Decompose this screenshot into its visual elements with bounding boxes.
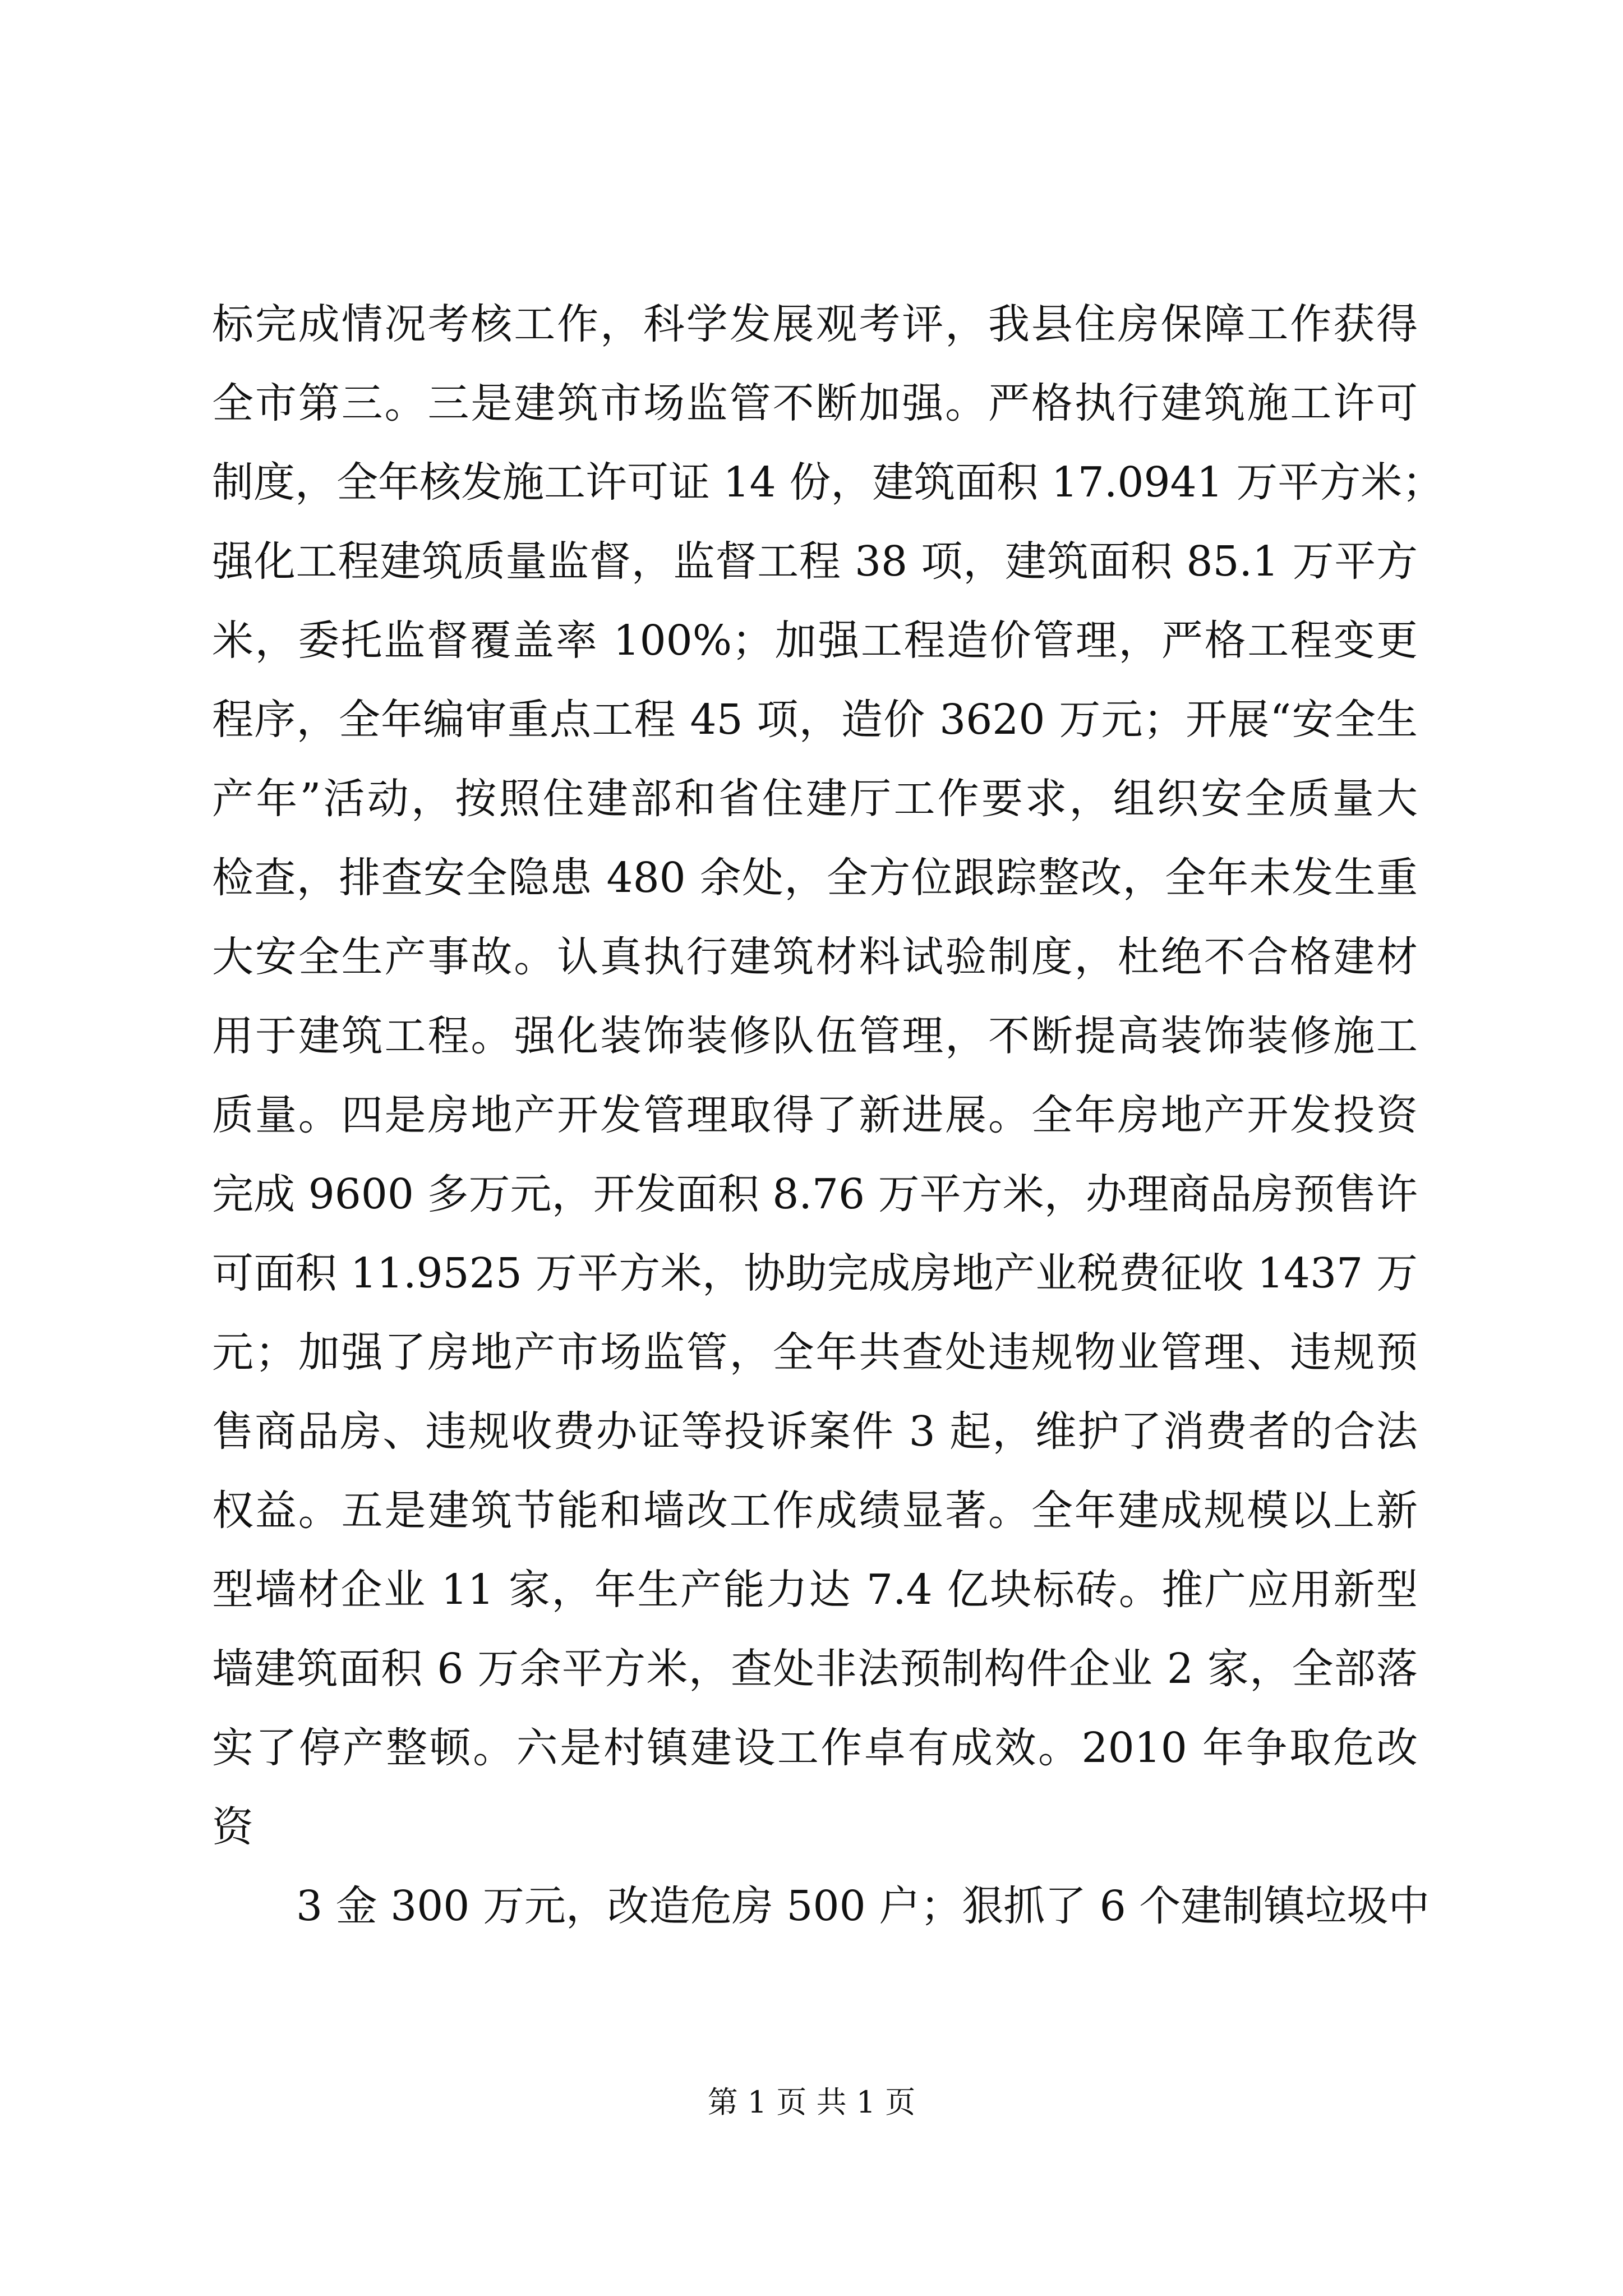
text-line: 米，委托监督覆盖率 100%；加强工程造价管理，严格工程变更 (212, 616, 1418, 665)
text-line: 质量。四是房地产开发管理取得了新进展。全年房地产开发投资 (212, 1091, 1418, 1139)
text-line: 大安全生产事故。认真执行建筑材料试验制度，杜绝不合格建材 (212, 933, 1418, 981)
text-line: 实了停产整顿。六是村镇建设工作卓有成效。2010 年争取危改 (212, 1724, 1418, 1772)
text-line: 元；加强了房地产市场监管，全年共查处违规物业管理、违规预 (212, 1328, 1418, 1377)
body-text (212, 285, 1444, 1946)
text-line: 权益。五是建筑节能和墙改工作成绩显著。全年建成规模以上新 (212, 1487, 1418, 1535)
text-line: 完成 9600 多万元，开发面积 8.76 万平方米，办理商品房预售许 (212, 1170, 1418, 1218)
text-line: 程序，全年编审重点工程 45 项，造价 3620 万元；开展“安全生 (212, 696, 1418, 744)
text-line: 3 金 300 万元，改造危房 500 户；狠抓了 6 个建制镇垃圾中 (296, 1882, 1430, 1930)
page-footer: 第 1 页 共 1 页 (707, 2085, 916, 2120)
text-line: 墙建筑面积 6 万余平方米，查处非法预制构件企业 2 家，全部落 (212, 1645, 1418, 1693)
text-line: 检查，排查安全隐患 480 余处，全方位跟踪整改，全年未发生重 (212, 854, 1418, 902)
text-line: 全市第三。三是建筑市场监管不断加强。严格执行建筑施工许可 (212, 379, 1418, 427)
text-line: 型墙材企业 11 家，年生产能力达 7.4 亿块标砖。推广应用新型 (212, 1566, 1418, 1614)
text-line: 强化工程建筑质量监督，监督工程 38 项，建筑面积 85.1 万平方 (212, 537, 1418, 586)
text-line: 用于建筑工程。强化装饰装修队伍管理，不断提高装饰装修施工 (212, 1012, 1418, 1060)
text-line: 售商品房、违规收费办证等投诉案件 3 起，维护了消费者的合法 (212, 1407, 1418, 1456)
text-line: 标完成情况考核工作，科学发展观考评，我县住房保障工作获得 (212, 300, 1418, 348)
text-line: 制度，全年核发施工许可证 14 份，建筑面积 17.0941 万平方米； (212, 458, 1444, 507)
text-line: 可面积 11.9525 万平方米，协助完成房地产业税费征收 1437 万 (212, 1249, 1418, 1297)
text-line: 资 (212, 1803, 253, 1851)
text-line: 产年”活动，按照住建部和省住建厅工作要求，组织安全质量大 (212, 775, 1418, 823)
